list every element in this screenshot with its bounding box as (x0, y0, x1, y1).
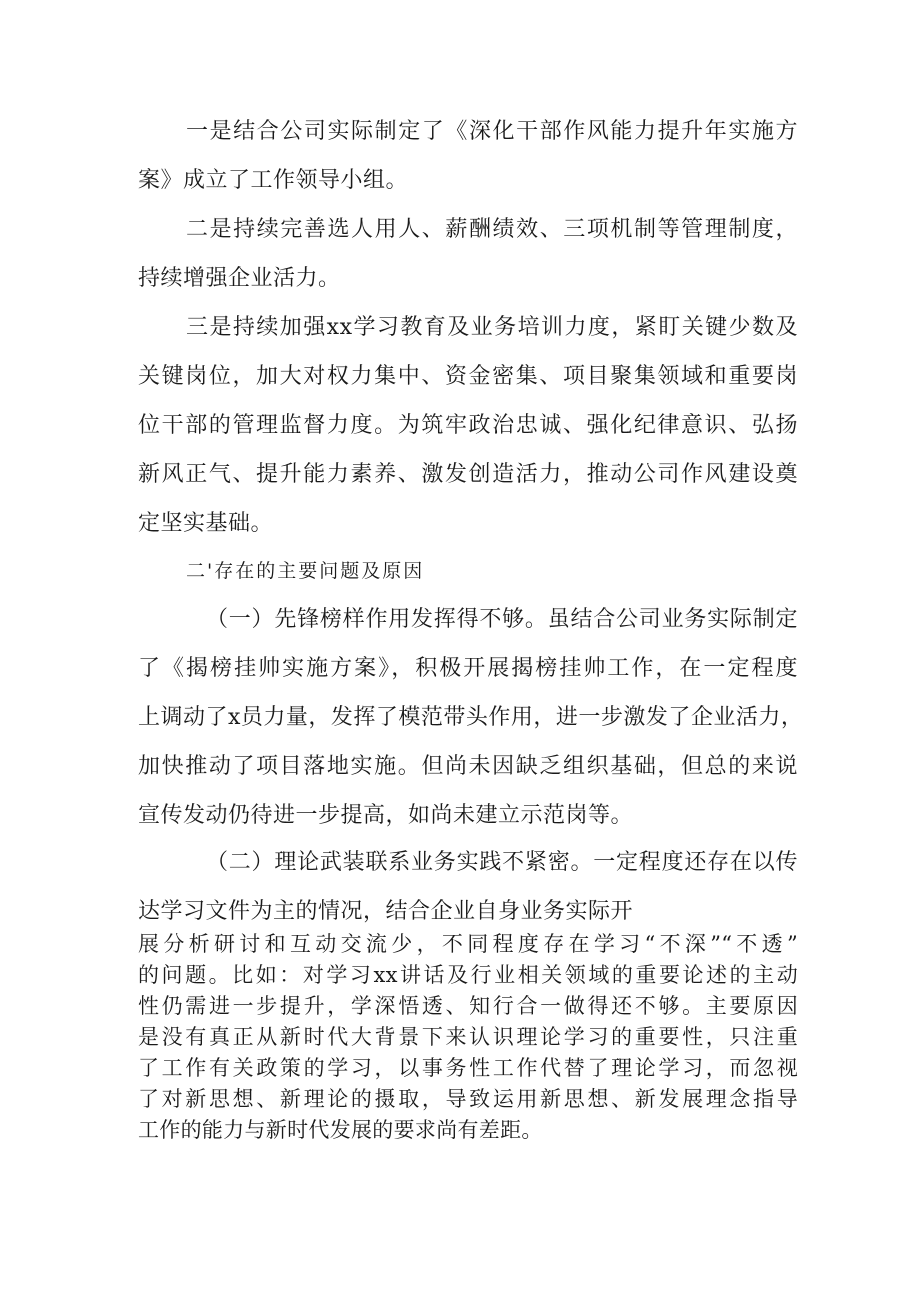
paragraph-4-line-2: 了《揭榜挂帅实施方案》，积极开展揭榜挂帅工作，在一定程度 (138, 656, 798, 681)
paragraph-1-line-2: 案》成立了工作领导小组。 (138, 168, 409, 193)
paragraph-5-line-5: 性仍需进一步提升，学深悟透、知行合一做得还不够。主要原因 (138, 994, 798, 1018)
paragraph-2-line-2: 持续增强企业活力。 (138, 266, 341, 291)
paragraph-3-line-3: 位干部的管理监督力度。为筑牢政治忠诚、强化纪律意识、弘扬 (138, 413, 798, 438)
paragraph-1-line-1: 一是结合公司实际制定了《深化干部作风能力提升年实施方 (186, 119, 798, 144)
paragraph-5-line-6: 是没有真正从新时代大背景下来认识理论学习的重要性，只注重 (138, 1025, 798, 1049)
section-heading: 二'存在的主要问题及原因 (186, 560, 425, 582)
paragraph-4-line-5: 宣传发动仍待进一步提高，如尚未建立示范岗等。 (138, 803, 634, 828)
paragraph-5-line-7: 了工作有关政策的学习，以事务性工作代替了理论学习，而忽视 (138, 1056, 798, 1080)
paragraph-4-line-4: 加快推动了项目落地实施。但尚未因缺乏组织基础，但总的来说 (138, 754, 798, 779)
paragraph-3-line-5: 定坚实基础。 (138, 511, 274, 536)
paragraph-5-line-4: 的问题。比如：对学习xx讲话及行业相关领域的重要论述的主动 (138, 963, 798, 987)
paragraph-5-line-9: 工作的能力与新时代发展的要求尚有差距。 (138, 1118, 543, 1142)
paragraph-4-line-3: 上调动了x员力量，发挥了模范带头作用，进一步激发了企业活力， (138, 705, 804, 730)
paragraph-3-line-4: 新风正气、提升能力素养、激发创造活力，推动公司作风建设奠 (138, 462, 798, 487)
paragraph-5-line-3: 展分析研讨和互动交流少，不同程度存在学习“不深”“不透” (138, 932, 798, 956)
paragraph-5-line-8: 了对新思想、新理论的摄取，导致运用新思想、新发展理念指导 (138, 1087, 798, 1111)
paragraph-3-line-2: 关键岗位，加大对权力集中、资金密集、项目聚集领域和重要岗 (138, 364, 798, 389)
paragraph-2-line-1: 二是持续完善选人用人、薪酬绩效、三项机制等管理制度， (186, 217, 798, 242)
paragraph-3-line-1: 三是持续加强xx学习教育及业务培训力度，紧盯关键少数及 (186, 315, 798, 340)
paragraph-5-line-1: （二）理论武装联系业务实践不紧密。一定程度还存在以传 (206, 850, 798, 875)
paragraph-5-line-2: 达学习文件为主的情况，结合企业自身业务实际开 (138, 899, 634, 924)
paragraph-4-line-1: （一）先锋榜样作用发挥得不够。虽结合公司业务实际制定 (206, 607, 798, 632)
